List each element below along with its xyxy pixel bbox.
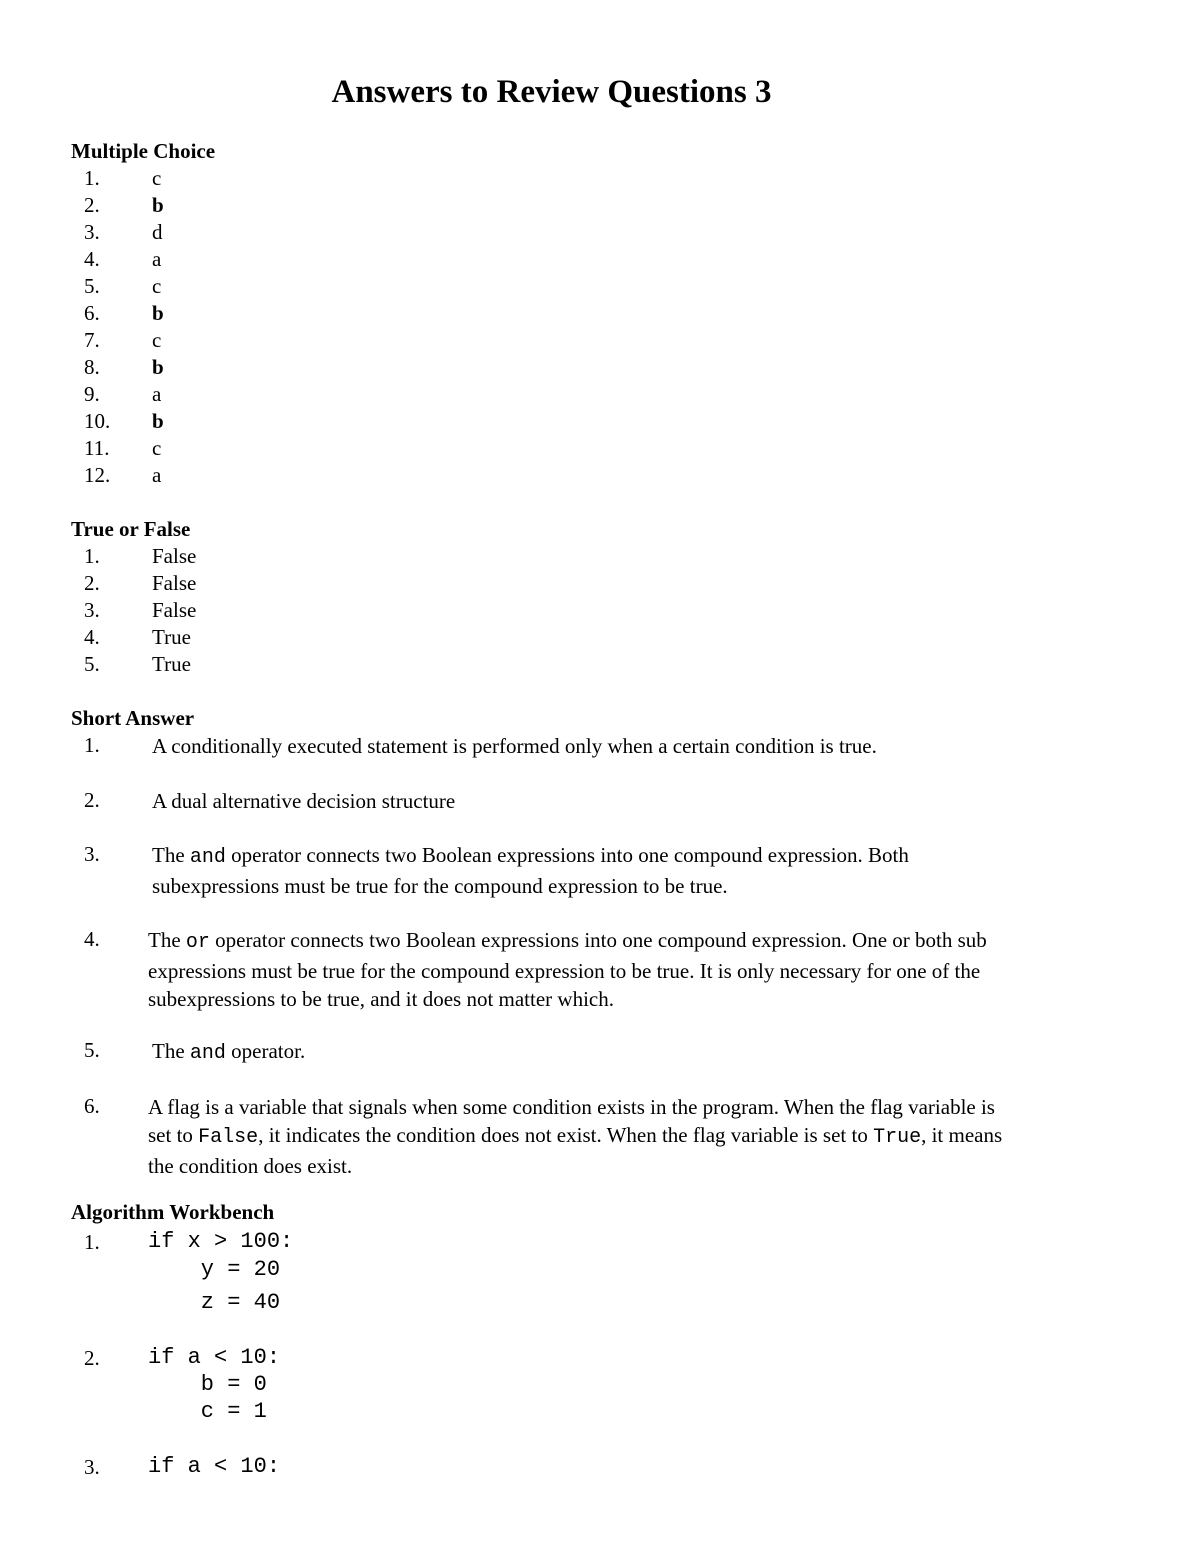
sa-answer-text: The bbox=[152, 1039, 190, 1063]
tf-answer: False bbox=[152, 571, 197, 595]
mc-number: 9. bbox=[84, 382, 100, 406]
sa-number: 3. bbox=[84, 842, 100, 866]
mc-answer: a bbox=[152, 463, 162, 487]
sa-answer bbox=[148, 926, 1048, 1013]
multiple-choice-heading: Multiple Choice bbox=[71, 139, 216, 163]
mc-answer: b bbox=[152, 355, 164, 379]
code-keyword: or bbox=[185, 931, 210, 954]
mc-answer: c bbox=[152, 274, 162, 298]
sa-answer-text: , it indicates the condition does not exist. When the flag variable is set to bbox=[258, 1123, 874, 1147]
tf-number: 2. bbox=[84, 571, 100, 595]
mc-number: 1. bbox=[84, 166, 100, 190]
sa-answer: A conditionally executed statement is performed only when a certain condition is true. bbox=[152, 734, 877, 758]
tf-answer: False bbox=[152, 598, 197, 622]
tf-number: 4. bbox=[84, 625, 100, 649]
sa-answer: A dual alternative decision structure bbox=[152, 789, 456, 813]
code-line: b = 0 bbox=[148, 1372, 267, 1397]
sa-number: 1. bbox=[84, 733, 100, 757]
sa-answer-text: operator. bbox=[225, 1039, 306, 1063]
sa-answer-text: A flag is a variable that signals when some condition exists in the program. When the flag variable is set to bbox=[148, 1095, 995, 1147]
mc-answer: c bbox=[152, 436, 162, 460]
mc-number: 10. bbox=[84, 409, 111, 433]
mc-answer: b bbox=[152, 193, 164, 217]
tf-answer: False bbox=[152, 544, 197, 568]
mc-answer: d bbox=[152, 220, 163, 244]
tf-answer: True bbox=[152, 625, 191, 649]
sa-answer-text: , it means the condition does exist. bbox=[148, 1123, 1003, 1178]
tf-number: 3. bbox=[84, 598, 100, 622]
mc-number: 6. bbox=[84, 301, 100, 325]
mc-number: 8. bbox=[84, 355, 100, 379]
mc-number: 7. bbox=[84, 328, 100, 352]
tf-number: 1. bbox=[84, 544, 100, 568]
mc-answer: c bbox=[152, 328, 162, 352]
mc-number: 2. bbox=[84, 193, 100, 217]
mc-answer: b bbox=[152, 301, 164, 325]
sa-answer-text: operator connects two Boolean expressions into one compound expression. One or both sub expressions must be true for the compound expression to be true. It is only necessary for one of the subexpressions to be true, and it does not matter which. bbox=[148, 928, 987, 1011]
sa-number: 5. bbox=[84, 1038, 100, 1062]
code-line: z = 40 bbox=[148, 1290, 281, 1315]
code-line: if x > 100: bbox=[148, 1229, 294, 1254]
code-keyword: False bbox=[198, 1126, 259, 1149]
code-line: if a < 10: bbox=[148, 1454, 281, 1479]
code-line: if a < 10: bbox=[148, 1345, 281, 1370]
sa-answer-text: operator connects two Boolean expressions into one compound expression. Both subexpressions must be true for the compound expression to be true. bbox=[152, 843, 909, 898]
sa-answer-text: The bbox=[152, 843, 190, 867]
mc-answer: c bbox=[152, 166, 162, 190]
tf-number: 5. bbox=[84, 652, 100, 676]
sa-number: 4. bbox=[84, 927, 100, 951]
sa-answer bbox=[148, 1093, 1018, 1180]
mc-number: 4. bbox=[84, 247, 100, 271]
sa-answer-text: The bbox=[148, 928, 186, 952]
code-line: y = 20 bbox=[148, 1257, 281, 1282]
code-keyword: True bbox=[873, 1126, 922, 1149]
algorithm-workbench-heading: Algorithm Workbench bbox=[71, 1200, 275, 1224]
sa-answer bbox=[152, 1037, 1052, 1068]
mc-number: 11. bbox=[84, 436, 110, 460]
tf-answer: True bbox=[152, 652, 191, 676]
mc-answer: b bbox=[152, 409, 164, 433]
page-title: Answers to Review Questions 3 bbox=[331, 74, 772, 110]
sa-answer bbox=[152, 841, 1022, 900]
code-line: c = 1 bbox=[148, 1399, 267, 1424]
aw-number: 3. bbox=[84, 1455, 100, 1479]
code-keyword: and bbox=[189, 846, 226, 869]
sa-number: 6. bbox=[84, 1094, 100, 1118]
mc-number: 5. bbox=[84, 274, 100, 298]
mc-answer: a bbox=[152, 247, 162, 271]
code-keyword: and bbox=[189, 1042, 226, 1065]
mc-number: 12. bbox=[84, 463, 111, 487]
aw-number: 1. bbox=[84, 1230, 100, 1254]
mc-number: 3. bbox=[84, 220, 100, 244]
mc-answer: a bbox=[152, 382, 162, 406]
true-false-heading: True or False bbox=[71, 517, 191, 541]
short-answer-heading: Short Answer bbox=[71, 706, 195, 730]
aw-number: 2. bbox=[84, 1346, 100, 1370]
sa-number: 2. bbox=[84, 788, 100, 812]
